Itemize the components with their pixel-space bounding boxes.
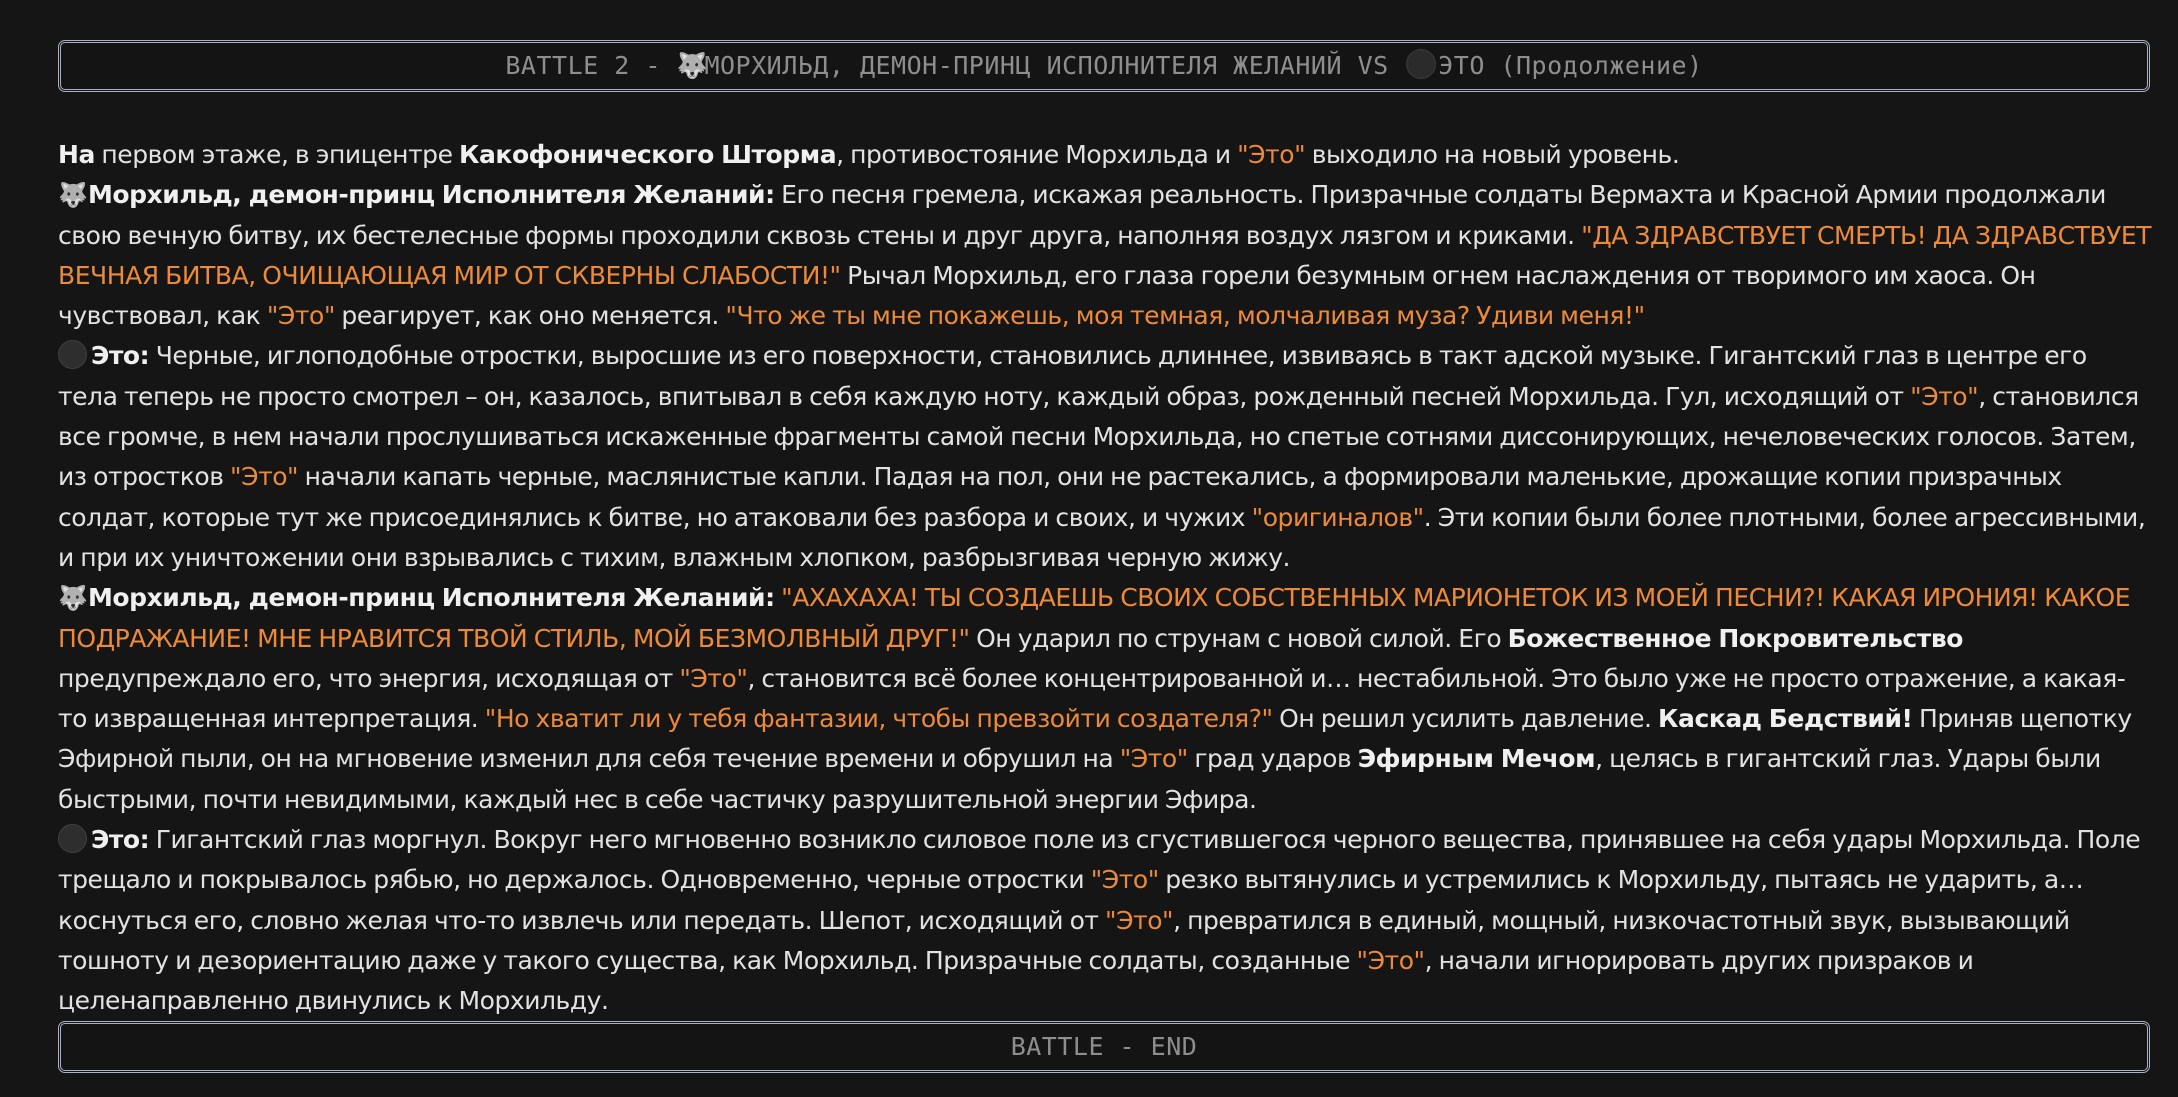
location-name: Какофонического Шторма — [459, 140, 837, 169]
quote-text: "Это" — [679, 663, 748, 693]
ability-name: Эфирным Мечом — [1357, 744, 1596, 774]
narrative-text: град ударов — [1187, 744, 1358, 774]
black-circle-icon — [1406, 49, 1436, 79]
quote-text: "Это" — [1356, 945, 1425, 975]
narrative-text: Его песня гремела, искажая реальность. Призрачные солдаты Вермахта и Красной Армии продолжали свою вечную битву, их бестелесные формы проходили сквозь стены и друг друга, наполняя воздух лязгом и криками. — [58, 180, 2106, 250]
intro-bold-start: На — [58, 140, 95, 169]
battle-header-name2: ЭТО (Продолжение) — [1438, 51, 1703, 80]
quote-text: "Но хватит ли у тебя фантазии, чтобы превзойти создателя?" — [484, 704, 1273, 734]
battle-narrative — [58, 135, 2152, 1022]
narrative-text: Приняв щепотку Эфирной пыли, он на мгновение изменил для себя течение времени и обрушил на — [58, 704, 2132, 774]
narrative-paragraph-eto-2 — [58, 820, 2152, 1021]
battle-footer-label: BATTLE - END — [1010, 1032, 1198, 1061]
speaker-morhild: Морхильд, демон-принц Исполнителя Желаний: — [88, 583, 775, 613]
narrative-text: начали капать черные, маслянистые капли. Падая на пол, они не растекались, а формировали маленькие, дрожащие копии призрачных солдат, которые тут же присоединялись к битве, но атаковали без разбора и своих, и чужих — [58, 462, 2062, 532]
wolf-icon: 🐺 — [58, 181, 88, 210]
battle-header-name1: МОРХИЛЬД, ДЕМОН-ПРИНЦ ИСПОЛНИТЕЛЯ ЖЕЛАНИЙ VS — [704, 51, 1405, 80]
narrative-text: Он ударил по струнам с новой силой. Его — [969, 623, 1508, 653]
narrative-text: резко вытянулись и устремились к Морхильду, пытаясь не ударить, а… коснуться его, словно желая что-то извлечь или передать. Шепот, исходящий от — [58, 865, 2084, 935]
wolf-icon: 🐺 — [58, 584, 88, 613]
narrative-paragraph-eto-1 — [58, 336, 2152, 578]
speaker-eto: Это: — [91, 825, 150, 855]
battle-header-prefix: BATTLE 2 - — [505, 51, 677, 80]
black-circle-icon — [58, 824, 87, 853]
quote-text: "оригиналов" — [1251, 502, 1424, 532]
quote-text: "Это" — [230, 462, 299, 492]
quote-text: "Это" — [1090, 865, 1159, 895]
narrative-text: , начали игнорировать других призраков и целенаправленно двинулись к Морхильду. — [58, 945, 1974, 1016]
black-circle-icon — [58, 340, 87, 369]
narrative-text: , становится всё более концентрированной и… нестабильной. Это было уже не просто отражение, а какая-то извращенная интерпретация. — [58, 663, 2126, 734]
quote-text: "Это" — [1237, 140, 1306, 169]
narrative-paragraph-morhild-2 — [58, 578, 2152, 820]
narrative-text: Гигантский глаз моргнул. Вокруг него мгновенно возникло силовое поле из сгустившегося черного вещества, принявшее на себя удары Морхильда. Поле трещало и покрывалось рябью, но держалось. Одновременно, черные отростки — [58, 825, 2141, 895]
narrative-text: реагирует, как оно меняется. — [334, 301, 726, 331]
intro-text: первом этаже, в эпицентре — [94, 140, 460, 169]
wolf-icon: 🐺 — [676, 51, 709, 80]
quote-text: "АХАХАХА! ТЫ СОЗДАЕШЬ СВОИХ СОБСТВЕННЫХ МАРИОНЕТОК ИЗ МОЕЙ ПЕСНИ?! КАКАЯ ИРОНИЯ! КАКОЕ ПОДРАЖАНИЕ! МНЕ НРАВИТСЯ ТВОЙ СТИЛЬ, МОЙ БЕЗМОЛВНЫЙ ДРУГ!" — [58, 583, 2131, 653]
speaker-morhild: Морхильд, демон-принц Исполнителя Желаний: — [88, 180, 775, 210]
quote-text: "ДА ЗДРАВСТВУЕТ СМЕРТЬ! ДА ЗДРАВСТВУЕТ ВЕЧНАЯ БИТВА, ОЧИЩАЮЩАЯ МИР ОТ СКВЕРНЫ СЛАБОСТИ!" — [58, 220, 2152, 290]
ability-name: Каскад Бедствий! — [1658, 704, 1913, 734]
speaker-eto: Это: — [91, 341, 150, 371]
narrative-text: Рычал Морхильд, его глаза горели безумным огнем наслаждения от творимого им хаоса. Он чувствовал, как — [58, 260, 2036, 331]
narrative-text: , превратился в единый, мощный, низкочастотный звук, вызывающий тошноту и дезориентацию даже у такого существа, как Морхильд. Призрачные солдаты, созданные — [58, 905, 2070, 975]
ability-name: Божественное Покровительство — [1507, 623, 1963, 653]
quote-text: "Это" — [266, 301, 335, 331]
narrative-text: Черные, иглоподобные отростки, выросшие из его поверхности, становились длиннее, извиваясь в такт адской музыке. Гигантский глаз в центре его тела теперь не просто смотрел – он, казалось, впитывал в себя каждую ноту, каждый образ, рожденный песней Морхильда. Гул, исходящий от — [58, 341, 2087, 411]
quote-text: "Что же ты мне покажешь, моя темная, молчаливая муза? Удиви меня!" — [725, 301, 1645, 331]
narrative-text: предупреждало его, что энергия, исходящая от — [58, 663, 680, 693]
narrative-text: . Эти копии были более плотными, более агрессивными, и при их уничтожении они взрывались с тихим, влажным хлопком, разбрызгивая черную жижу. — [58, 502, 2146, 572]
intro-text: , противостояние Морхильда и — [836, 140, 1238, 169]
quote-text: "Это" — [1910, 381, 1979, 411]
narrative-text: Он решил усилить давление. — [1272, 704, 1659, 734]
narrative-text: , становился все громче, в нем начали прослушиваться искаженные фрагменты самой песни Морхильда, но спетые сотнями диссонирующих, нечеловеческих голосов. Затем, из отростков — [58, 381, 2139, 492]
intro-text: выходило на новый уровень. — [1305, 140, 1680, 169]
narrative-paragraph-intro — [58, 135, 2152, 175]
narrative-text: , целясь в гигантский глаз. Удары были быстрыми, почти невидимыми, каждый нес в себе частичку разрушительной энергии Эфира. — [58, 744, 2101, 814]
quote-text: "Это" — [1105, 905, 1174, 935]
battle-footer-box — [58, 1021, 2150, 1073]
battle-header-box — [58, 40, 2150, 92]
quote-text: "Это" — [1119, 744, 1188, 774]
narrative-paragraph-morhild-1 — [58, 175, 2152, 336]
